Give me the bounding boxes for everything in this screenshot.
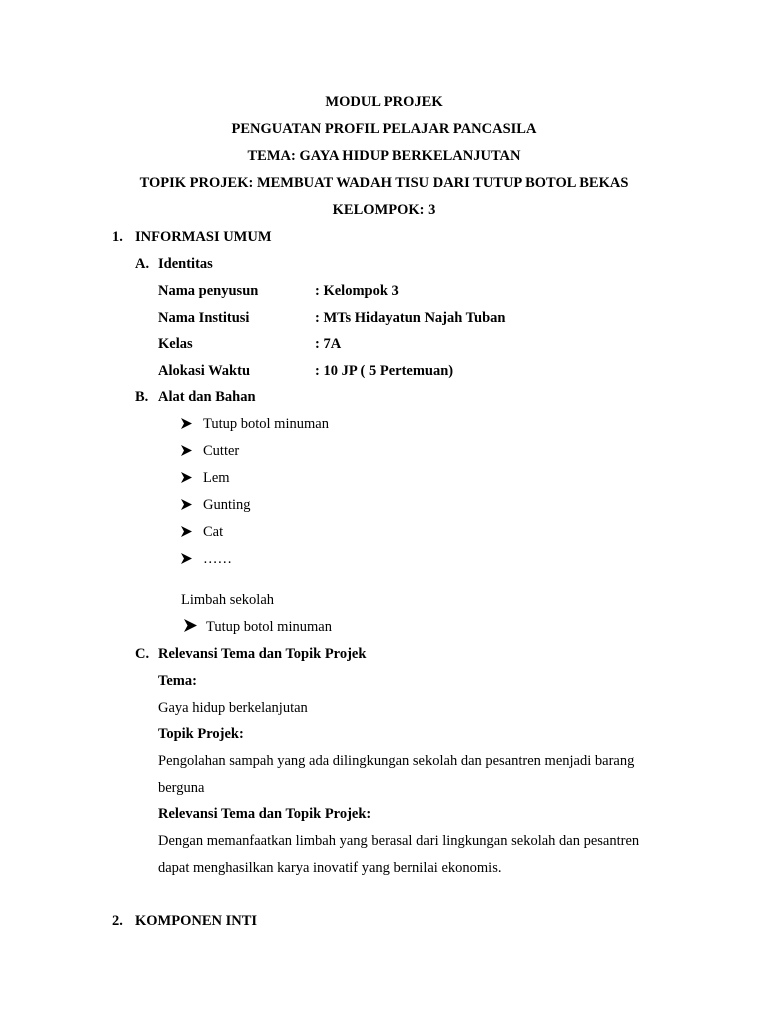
list-item-text: Cat bbox=[203, 524, 224, 540]
list-item-text: Tutup botol minuman bbox=[203, 416, 329, 432]
subsection-a-letter: A. bbox=[135, 256, 150, 272]
identity-label: Alokasi Waktu bbox=[158, 363, 251, 379]
identity-value: : 7A bbox=[315, 336, 342, 352]
arrow-bullet-icon bbox=[181, 550, 203, 568]
relevansi-label: Relevansi Tema dan Topik Projek: bbox=[158, 806, 372, 822]
waste-label: Limbah sekolah bbox=[181, 592, 275, 608]
list-item bbox=[181, 550, 232, 568]
arrow-bullet-icon bbox=[181, 469, 203, 487]
arrow-bullet-icon bbox=[181, 496, 203, 514]
subsection-b-letter: B. bbox=[135, 389, 149, 405]
list-item bbox=[181, 496, 251, 514]
identity-label: Nama Institusi bbox=[158, 310, 250, 326]
section-1-number: 1. bbox=[112, 229, 123, 245]
theme-title: TEMA: GAYA HIDUP BERKELANJUTAN bbox=[247, 148, 521, 164]
arrow-bullet-icon bbox=[181, 442, 203, 460]
topik-label: Topik Projek: bbox=[158, 726, 244, 742]
group-title: KELOMPOK: 3 bbox=[332, 202, 436, 218]
subsection-b-heading: Alat dan Bahan bbox=[158, 389, 256, 405]
list-item bbox=[181, 469, 230, 487]
topik-text: berguna bbox=[158, 780, 205, 796]
list-item-text: Tutup botol minuman bbox=[206, 619, 332, 635]
list-item-text: Cutter bbox=[203, 443, 240, 459]
list-item-text: …… bbox=[203, 551, 232, 567]
list-item bbox=[181, 415, 329, 433]
arrow-bullet-icon bbox=[181, 523, 203, 541]
list-item-text: Gunting bbox=[203, 497, 251, 513]
section-2-heading: KOMPONEN INTI bbox=[135, 913, 258, 929]
arrow-bullet-icon bbox=[181, 415, 203, 433]
subsection-a-heading: Identitas bbox=[158, 256, 213, 272]
subsection-c-heading: Relevansi Tema dan Topik Projek bbox=[158, 646, 367, 662]
document-title: MODUL PROJEK bbox=[325, 94, 443, 110]
tema-label: Tema: bbox=[158, 673, 197, 689]
tema-text: Gaya hidup berkelanjutan bbox=[158, 700, 308, 716]
topik-text: Pengolahan sampah yang ada dilingkungan sekolah dan pesantren menjadi barang bbox=[158, 753, 635, 769]
identity-value: : 10 JP ( 5 Pertemuan) bbox=[315, 363, 454, 379]
topic-title: TOPIK PROJEK: MEMBUAT WADAH TISU DARI TUTUP BOTOL BEKAS bbox=[139, 175, 629, 191]
identity-label: Nama penyusun bbox=[158, 283, 259, 299]
document-subtitle: PENGUATAN PROFIL PELAJAR PANCASILA bbox=[231, 121, 537, 137]
identity-value: : Kelompok 3 bbox=[315, 283, 399, 299]
section-2-number: 2. bbox=[112, 913, 123, 929]
identity-label: Kelas bbox=[158, 336, 193, 352]
list-item-text: Lem bbox=[203, 470, 230, 486]
section-1-heading: INFORMASI UMUM bbox=[135, 229, 272, 245]
identity-value: : MTs Hidayatun Najah Tuban bbox=[315, 310, 506, 326]
subsection-c-letter: C. bbox=[135, 646, 150, 662]
list-item bbox=[184, 618, 332, 636]
relevansi-text: Dengan memanfaatkan limbah yang berasal dari lingkungan sekolah dan pesantren bbox=[158, 833, 640, 849]
arrow-bullet-icon bbox=[184, 618, 206, 636]
list-item bbox=[181, 523, 223, 541]
relevansi-text: dapat menghasilkan karya inovatif yang bernilai ekonomis. bbox=[158, 860, 502, 876]
list-item bbox=[181, 442, 239, 460]
